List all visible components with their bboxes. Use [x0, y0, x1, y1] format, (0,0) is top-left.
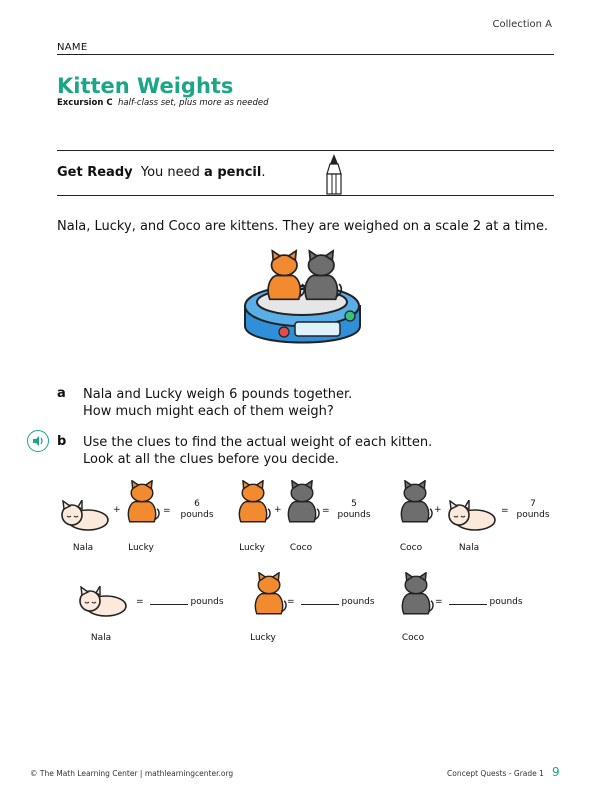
question-a-line2: How much might each of them weigh? [83, 404, 334, 419]
lucky-answer[interactable] [287, 597, 375, 607]
coco-answer-unit: pounds [489, 597, 523, 607]
answer-blank-nala[interactable] [150, 604, 188, 605]
clue-2-first-name: Lucky [239, 543, 265, 553]
lucky-cat-icon [124, 480, 160, 530]
collection-label: Collection A [492, 19, 552, 30]
equals-sign: = [322, 506, 330, 516]
question-b-line1: Use the clues to find the actual weight of each kitten. [83, 435, 433, 450]
plus-sign: + [113, 505, 121, 515]
name-line[interactable] [57, 54, 554, 55]
lucky-cat-icon [251, 572, 287, 622]
lucky-cat-icon [235, 480, 271, 530]
footer-copyright: © The Math Learning Center | mathlearningcenter.org [30, 769, 234, 778]
intro-text: Nala, Lucky, and Coco are kittens. They are weighed on a scale 2 at a time. [57, 219, 549, 234]
clue-1-first-name: Nala [72, 543, 94, 553]
clue-2-unit: pounds [337, 510, 371, 520]
coco-answer[interactable] [435, 597, 523, 607]
equals-sign: = [435, 597, 443, 607]
nala-answer[interactable] [136, 597, 224, 607]
pencil-icon [323, 152, 345, 196]
answer-name-coco: Coco [401, 633, 425, 643]
question-b-line2: Look at all the clues before you decide. [83, 452, 339, 467]
clue-2-second-name: Coco [289, 543, 313, 553]
equals-sign: = [136, 597, 144, 607]
subtitle-excursion: Excursion C [57, 98, 113, 108]
clue-1-total [172, 499, 222, 521]
clue-2-value: 5 [351, 499, 357, 509]
subtitle [57, 98, 269, 108]
name-label: NAME [57, 42, 88, 53]
question-a-line1: Nala and Lucky weigh 6 pounds together. [83, 387, 353, 402]
answer-blank-lucky[interactable] [301, 604, 339, 605]
footer-series: Concept Quests - Grade 1 [447, 769, 544, 778]
speaker-icon [28, 431, 48, 451]
plus-sign: + [274, 505, 282, 515]
page-number: 9 [552, 765, 560, 779]
equals-sign: = [501, 506, 509, 516]
get-ready-prefix: You need [140, 165, 200, 180]
get-ready-heading: Get Ready [57, 165, 133, 180]
question-b [83, 434, 432, 468]
clue-2-total [329, 499, 379, 521]
clue-1-second-name: Lucky [128, 543, 154, 553]
nala-cat-icon [76, 586, 128, 618]
answer-name-lucky: Lucky [250, 633, 276, 643]
answer-name-nala: Nala [90, 633, 112, 643]
clue-3-unit: pounds [516, 510, 550, 520]
clue-3-total [508, 499, 558, 521]
nala-cat-icon [58, 500, 110, 532]
nala-cat-icon [445, 500, 497, 532]
audio-speaker-button[interactable] [27, 430, 49, 452]
clue-1-unit: pounds [180, 510, 214, 520]
divider-top [57, 150, 554, 151]
get-ready [57, 165, 265, 180]
plus-sign: + [434, 505, 442, 515]
equals-sign: = [163, 506, 171, 516]
coco-cat-icon [397, 480, 433, 530]
equals-sign: = [287, 597, 295, 607]
page-title: Kitten Weights [57, 74, 234, 98]
clue-3-first-name: Coco [399, 543, 423, 553]
question-a-letter: a [57, 386, 66, 401]
question-a [83, 386, 352, 420]
get-ready-suffix: . [261, 165, 266, 180]
question-b-letter: b [57, 434, 67, 449]
subtitle-note: half-class set, plus more as needed [118, 98, 269, 108]
lucky-answer-unit: pounds [341, 597, 375, 607]
coco-cat-icon [284, 480, 320, 530]
answer-blank-coco[interactable] [449, 604, 487, 605]
kittens-on-scale-illustration [240, 246, 366, 358]
nala-answer-unit: pounds [190, 597, 224, 607]
get-ready-item: a pencil [204, 165, 262, 180]
clue-1-value: 6 [194, 499, 200, 509]
clue-3-value: 7 [530, 499, 536, 509]
coco-cat-icon [398, 572, 434, 622]
divider-bottom [57, 195, 554, 196]
clue-3-second-name: Nala [458, 543, 480, 553]
